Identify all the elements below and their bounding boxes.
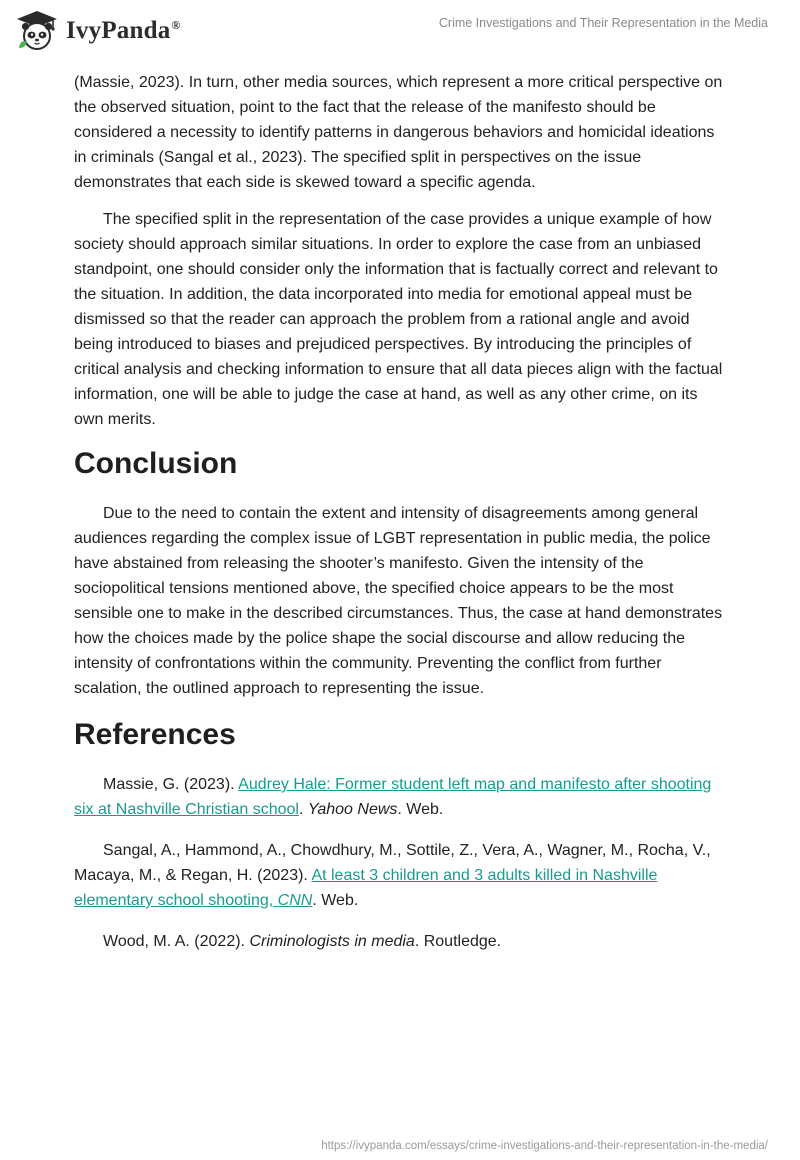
ivypanda-logo[interactable] [14, 8, 181, 54]
panda-graduate-icon [14, 8, 60, 54]
reference-entry-sangal [74, 838, 730, 913]
reference-authors: Sangal, A., Hammond, A., Chowdhury, M., Sottile, Z., Vera, A., Wagner, M., Rocha, V., Macaya, M., & Regan, H. (2023). [74, 842, 711, 884]
reference-entry-wood [74, 929, 730, 954]
reference-source: CNN [277, 892, 313, 909]
reference-authors: Wood, M. A. (2022). [103, 933, 250, 950]
registered-mark: ® [171, 17, 181, 32]
brand-name: IvyPanda® [66, 17, 181, 44]
references-heading: References [74, 718, 236, 751]
reference-entry-massie [74, 772, 730, 822]
reference-separator: . [298, 801, 308, 818]
conclusion-heading: Conclusion [74, 447, 238, 480]
reference-tail: . Web. [397, 801, 444, 818]
reference-tail: . Routledge. [414, 933, 502, 950]
reference-link-text: At least 3 children and 3 adults killed in Nashville elementary school shooting, [74, 867, 658, 909]
conclusion-paragraph: Due to the need to contain the extent and intensity of disagreements among general audiences regarding the complex issue of LGBT representation in public media, the police have abstained from releasing the shooter’s manifesto. Given the intensity of the sociopolitical tensions mentioned above, the specified choice appears to be the most sensible one to make in the described circumstances. Thus, the case at hand demonstrates how the choices made by the police shape the social discourse and allow reducing the intensity of confrontations within the community. Preventing the conflict from further scalation, the outlined approach to representing the issue. [74, 505, 723, 697]
body-paragraph-1: (Massie, 2023). In turn, other media sources, which represent a more critical perspective on the observed situation, point to the fact that the release of the manifesto should be considered a necessity to identify patterns in dangerous behaviors and homicidal ideations in criminals (Sangal et al., 2023). The specified split in perspectives on the issue demonstrates that each side is skewed toward a specific agenda. [74, 74, 723, 191]
body-paragraph-2: The specified split in the representation of the case provides a unique example of how society should approach similar situations. In order to explore the case from an unbiased standpoint, one should consider only the information that is factually correct and relevant to the situation. In addition, the data incorporated into media for emotional appeal must be dismissed so that the reader can approach the problem from a rational angle and avoid being introduced to biases and prejudiced perspectives. By introducing the principles of critical analysis and checking information to ensure that all data pieces align with the factual information, one will be able to judge the case at hand, as well as any other crime, on its own merits. [74, 211, 723, 428]
reference-title: Criminologists in media [249, 933, 415, 950]
footer-url[interactable]: https://ivypanda.com/essays/crime-investigations-and-their-representation-in-the-media/ [321, 1140, 768, 1152]
essay-content [74, 70, 730, 970]
page-header [0, 0, 800, 62]
running-title: Crime Investigations and Their Representation in the Media [438, 16, 768, 30]
reference-source: Yahoo News [307, 801, 398, 818]
reference-authors: Massie, G. (2023). [103, 776, 239, 793]
reference-tail: . Web. [312, 892, 359, 909]
reference-link-massie[interactable]: Audrey Hale: Former student left map and manifesto after shooting six at Nashville Christian school [74, 776, 712, 818]
